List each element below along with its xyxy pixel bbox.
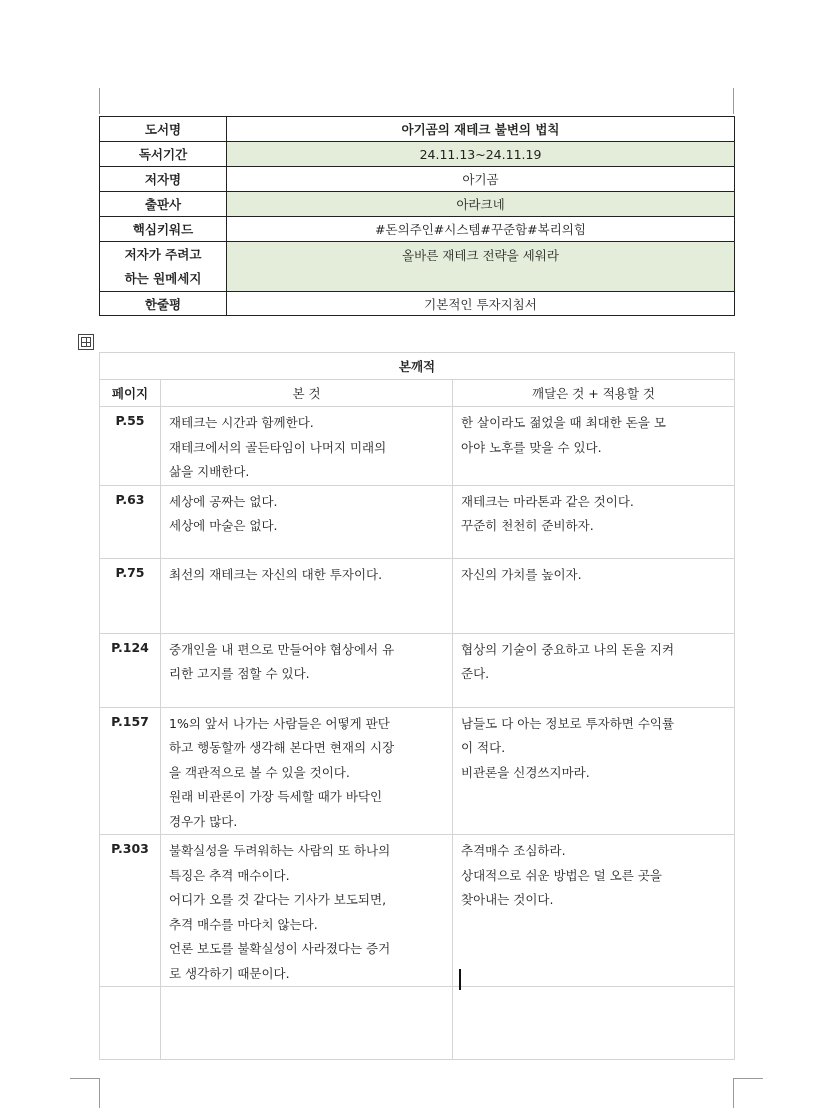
text-line: 상대적으로 쉬운 방법은 덜 오른 곳을 [461, 867, 662, 883]
page-corner-mark-bottom-left [99, 1078, 100, 1108]
text-line: 삶을 지배한다. [169, 464, 250, 479]
page-corner-mark-top-right [733, 88, 734, 114]
seen-cell[interactable] [161, 485, 453, 558]
publisher-value[interactable]: 아라크네 [227, 192, 735, 217]
text-line: 로 생각하기 때문이다. [169, 965, 290, 981]
text-line: 꾸준히 천천히 준비하자. [461, 518, 594, 533]
table-row [100, 835, 735, 987]
info-row-period [100, 142, 735, 167]
text-line: 재테크에서의 골든타임이 나머지 미래의 [169, 439, 387, 455]
text-cursor [459, 969, 461, 990]
book-info-table [99, 116, 735, 316]
text-line: 추격매수 조심하라. [461, 843, 566, 858]
text-line: 을 객관적으로 볼 수 있을 것이다. [169, 764, 350, 780]
text-line: 최선의 재테크는 자신의 대한 투자이다. [169, 566, 383, 582]
seen-cell[interactable] [161, 835, 453, 987]
applied-cell[interactable] [453, 633, 735, 707]
info-label[interactable]: 한줄평 [100, 292, 227, 316]
text-line: 찾아내는 것이다. [461, 892, 554, 907]
text-line: 아야 노후를 맞을 수 있다. [461, 439, 602, 455]
notes-table [99, 352, 735, 1060]
text-line: 세상에 마술은 없다. [169, 518, 278, 533]
text-line: 한 살이라도 젊었을 때 최대한 돈을 모 [461, 415, 666, 430]
info-row-publisher [100, 192, 735, 217]
message-label-line: 저자가 주려고 [124, 246, 202, 262]
notes-title[interactable]: 본깨적 [100, 353, 735, 380]
info-label[interactable]: 도서명 [100, 117, 227, 142]
seen-cell[interactable] [161, 633, 453, 707]
header-page[interactable]: 페이지 [100, 380, 161, 407]
header-seen[interactable]: 본 것 [161, 380, 453, 407]
text-line: 어디가 오를 것 같다는 기사가 보도되면, [169, 892, 387, 907]
table-row [100, 407, 735, 486]
empty-cell[interactable] [161, 987, 453, 1060]
page-number[interactable]: P.157 [100, 707, 161, 835]
seen-cell[interactable] [161, 558, 453, 633]
text-line: 1%의 앞서 나가는 사람들은 어떻게 판단 [169, 715, 390, 731]
table-row-empty [100, 987, 735, 1060]
review-value[interactable]: 기본적인 투자지침서 [227, 292, 735, 316]
page-number[interactable]: P.63 [100, 485, 161, 558]
empty-cell[interactable] [453, 987, 735, 1060]
text-line: 하고 행동할까 생각해 본다면 현재의 시장 [169, 740, 395, 755]
page-corner-mark-bottom-right-h [734, 1078, 763, 1079]
info-row-author [100, 167, 735, 192]
message-value[interactable]: 올바른 재테크 전략을 세워라 [227, 242, 735, 292]
applied-cell[interactable] [453, 707, 735, 835]
header-applied[interactable]: 깨달은 것 + 적용할 것 [453, 380, 735, 407]
text-line: 재테크는 마라톤과 같은 것이다. [461, 493, 634, 509]
info-label[interactable]: 출판사 [100, 192, 227, 217]
info-row-review [100, 292, 735, 316]
applied-cell[interactable] [453, 407, 735, 486]
page-corner-mark-bottom-left-h [70, 1078, 99, 1079]
info-label[interactable]: 독서기간 [100, 142, 227, 167]
info-label[interactable]: 핵심키워드 [100, 217, 227, 242]
table-row [100, 707, 735, 835]
text-line: 중개인을 내 편으로 만들어야 협상에서 유 [169, 641, 395, 657]
page-corner-mark-top-left [99, 88, 100, 114]
text-line: 경우가 많다. [169, 813, 238, 829]
message-label-line: 하는 원메세지 [124, 270, 202, 286]
info-row-title [100, 117, 735, 142]
text-line: 추격 매수를 마다치 않는다. [169, 916, 318, 932]
seen-cell[interactable] [161, 707, 453, 835]
book-title-value[interactable]: 아기곰의 재테크 불변의 법칙 [227, 117, 735, 142]
text-line: 자신의 가치를 높이자. [461, 566, 582, 582]
table-row [100, 485, 735, 558]
text-line: 남들도 다 아는 정보로 투자하면 수익률 [461, 715, 675, 731]
seen-cell[interactable] [161, 407, 453, 486]
applied-cell[interactable] [453, 485, 735, 558]
empty-cell[interactable] [100, 987, 161, 1060]
text-line: 언론 보도를 불확실성이 사라졌다는 증거 [169, 941, 391, 956]
text-line: 이 적다. [461, 740, 506, 755]
table-row [100, 633, 735, 707]
text-line: 불확실성을 두려워하는 사람의 또 하나의 [169, 843, 391, 858]
reading-period-value[interactable]: 24.11.13~24.11.19 [227, 142, 735, 167]
notes-title-row [100, 353, 735, 380]
text-line: 원래 비관론이 가장 득세할 때가 바닥인 [169, 789, 383, 804]
page-number[interactable]: P.124 [100, 633, 161, 707]
text-line: 준다. [461, 666, 490, 681]
page-number[interactable]: P.75 [100, 558, 161, 633]
page-number[interactable]: P.303 [100, 835, 161, 987]
table-select-handle-icon[interactable] [78, 334, 94, 350]
text-line: 재테크는 시간과 함께한다. [169, 415, 314, 430]
notes-header-row [100, 380, 735, 407]
page-corner-mark-bottom-right [733, 1078, 734, 1108]
text-line: 세상에 공짜는 없다. [169, 493, 278, 509]
info-row-message [100, 242, 735, 292]
keywords-value[interactable]: #돈의주인#시스템#꾸준함#복리의힘 [227, 217, 735, 242]
text-line: 특징은 추격 매수이다. [169, 867, 290, 883]
author-value[interactable]: 아기곰 [227, 167, 735, 192]
applied-cell[interactable] [453, 558, 735, 633]
text-line: 비관론을 신경쓰지마라. [461, 764, 590, 780]
info-label[interactable]: 저자명 [100, 167, 227, 192]
text-line: 리한 고지를 점할 수 있다. [169, 666, 310, 681]
table-row [100, 558, 735, 633]
text-line: 협상의 기술이 중요하고 나의 돈을 지켜 [461, 641, 675, 657]
page-number[interactable]: P.55 [100, 407, 161, 486]
message-label[interactable] [100, 242, 227, 292]
info-row-keywords [100, 217, 735, 242]
applied-cell[interactable] [453, 835, 735, 987]
